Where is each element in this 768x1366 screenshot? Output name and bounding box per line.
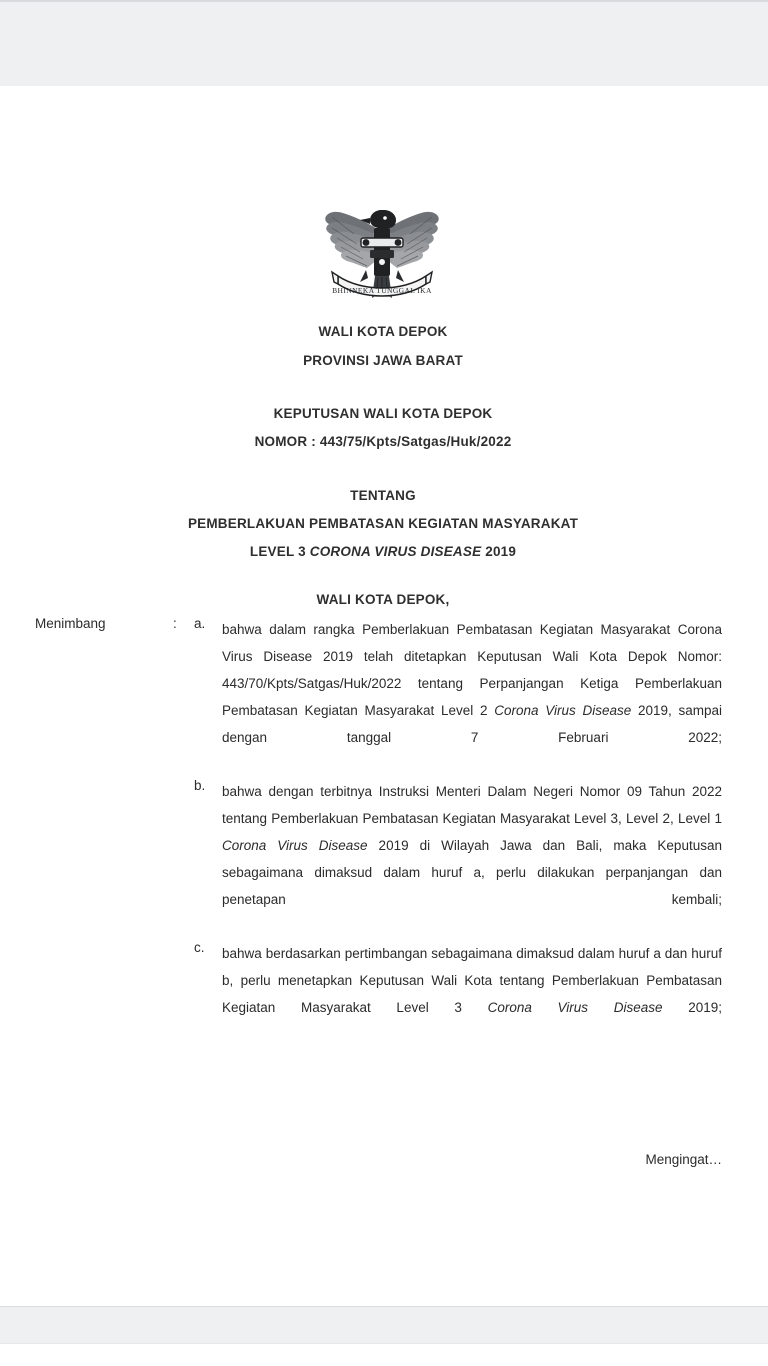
- consideration-item: [194, 616, 722, 778]
- official-line: [0, 592, 768, 607]
- consideration-text-part-2: 2019 di Wilayah Jawa dan Bali, maka Keputusan sebagaimana dimaksud dalam huruf a, perlu dilakukan perpanjangan dan penetapan kembali;: [222, 838, 722, 907]
- header-city: [0, 324, 768, 339]
- about-label-text: TENTANG: [350, 488, 416, 503]
- garuda-pancasila-emblem: [320, 198, 444, 308]
- subject-line-2-italic: CORONA VIRUS DISEASE: [309, 544, 482, 559]
- consideration-text-part-2: 2019;: [662, 1000, 722, 1015]
- consideration-marker: b.: [194, 778, 206, 793]
- consideration-text: [222, 778, 722, 940]
- subject-line-1: [0, 516, 768, 531]
- consideration-text-italic: Corona Virus Disease: [222, 838, 368, 853]
- scan-band-bottom: [0, 1306, 768, 1344]
- considerations-label: Menimbang: [35, 616, 106, 631]
- subject-line-2-suffix: 2019: [481, 544, 517, 559]
- decree-heading: [0, 406, 768, 421]
- about-label: [0, 488, 768, 503]
- consideration-marker: a.: [194, 616, 206, 631]
- svg-text:BHINNEKA TUNGGAL IKA: BHINNEKA TUNGGAL IKA: [332, 286, 432, 295]
- subject-line-2: [0, 544, 768, 559]
- scan-band-top: [0, 0, 768, 88]
- decree-heading-text: KEPUTUSAN WALI KOTA DEPOK: [273, 406, 493, 421]
- subject-line-2-group: [250, 544, 516, 559]
- consideration-text-part-1: bahwa dalam rangka Pemberlakuan Pembatasan Kegiatan Masyarakat Corona Virus Disease 2019 telah ditetapkan Keputusan Wali Kota Depok Nomor: 443/70/Kpts/Satgas/Huk/2022 tentang Perpanjangan Ketiga Pemberlakuan Pembatasan Kegiatan Masyarakat Level 2: [222, 622, 722, 718]
- consideration-item: [194, 778, 722, 940]
- consideration-text-part-2: 2019, sampai dengan tanggal 7 Februari 2022;: [222, 703, 722, 745]
- decree-number-text: NOMOR : 443/75/Kpts/Satgas/Huk/2022: [254, 434, 512, 449]
- consideration-text-italic: Corona Virus Disease: [487, 1000, 663, 1015]
- official-line-text: WALI KOTA DEPOK,: [316, 592, 450, 607]
- continuation-note: Mengingat…: [645, 1152, 722, 1167]
- consideration-text-italic: Corona Virus Disease: [494, 703, 632, 718]
- header-province: [0, 353, 768, 368]
- subject-line-2-prefix: LEVEL 3: [249, 544, 310, 559]
- consideration-text-part-1: bahwa dengan terbitnya Instruksi Menteri Dalam Negeri Nomor 09 Tahun 2022 tentang Pemberlakuan Pembatasan Kegiatan Masyarakat Level 3, Level 2, Level 1: [222, 784, 722, 826]
- header-city-text: WALI KOTA DEPOK: [318, 324, 448, 339]
- consideration-text: [222, 616, 722, 778]
- consideration-text: [222, 940, 722, 1048]
- consideration-item: [194, 940, 722, 1048]
- considerations-items: [194, 616, 722, 1048]
- subject-line-1-text: PEMBERLAKUAN PEMBATASAN KEGIATAN MASYARAKAT: [187, 516, 579, 531]
- decree-number: [0, 434, 768, 449]
- consideration-marker: c.: [194, 940, 205, 955]
- considerations-colon: :: [173, 616, 177, 631]
- consideration-text-part-1: bahwa berdasarkan pertimbangan sebagaimana dimaksud dalam huruf a dan huruf b, perlu menetapkan Keputusan Wali Kota tentang Pemberlakuan Pembatasan Kegiatan Masyarakat Level 3: [222, 946, 722, 1015]
- header-province-text: PROVINSI JAWA BARAT: [303, 353, 463, 368]
